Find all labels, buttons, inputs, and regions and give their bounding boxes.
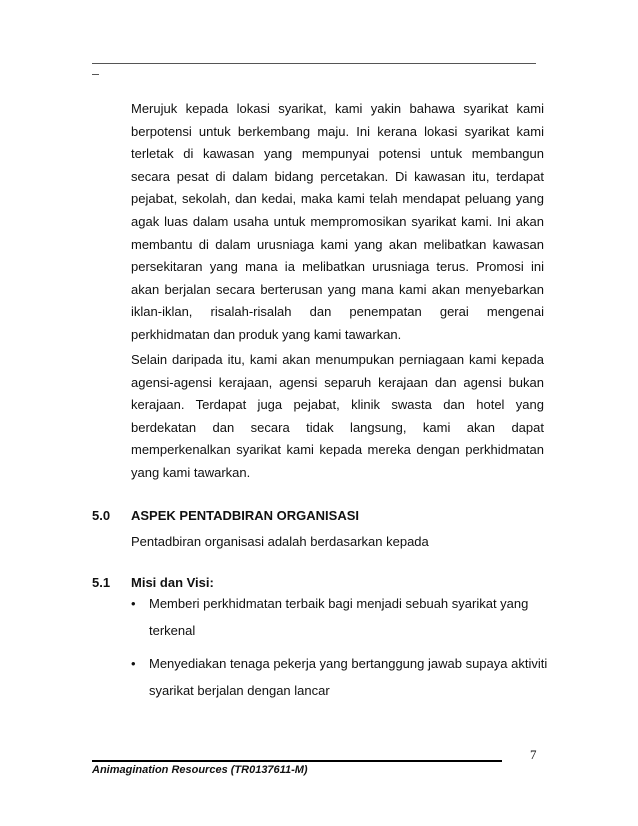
list-item bbox=[131, 590, 551, 644]
footer-company: Animagination Resources (TR0137611-M) bbox=[92, 764, 308, 776]
section-5-0-number: 5.0 bbox=[92, 508, 111, 523]
section-5-0-title: ASPEK PENTADBIRAN ORGANISASI bbox=[131, 508, 360, 523]
footer-rule bbox=[92, 760, 502, 762]
header-dash bbox=[92, 74, 99, 75]
paragraph-location: Merujuk kepada lokasi syarikat, kami yakin bahawa syarikat kami berpotensi untuk berkembang maju. Ini kerana lokasi syarikat kami terletak di kawasan yang mempunyai potensi untuk membangun secara pesat di dalam bidang percetakan. Di kawasan itu, terdapat pejabat, sekolah, dan kedai, maka kami telah mendapat peluang yang agak luas dalam usaha untuk mempromosikan syarikat kami. Ini akan membantu di dalam urusniaga kami yang akan melibatkan kawasan persekitaran yang mana ia melibatkan urusniaga terus. Promosi ini akan berjalan secara berterusan yang mana kami akan menyebarkan iklan-iklan, risalah-risalah dan penempatan gerai mengenai perkhidmatan dan produk yang kami tawarkan. bbox=[131, 101, 544, 342]
section-5-1-number: 5.1 bbox=[92, 575, 111, 590]
paragraph-agencies: Selain daripada itu, kami akan menumpukan perniagaan kami kepada agensi-agensi kerajaan, agensi separuh kerajaan dan agensi bukan kerajaan. Terdapat juga pejabat, klinik swasta dan hotel yang berdekatan dan secara tidak langsung, kami akan dapat memperkenalkan syarikat kami kepada mereka dengan perkhidmatan yang kami tawarkan. bbox=[131, 352, 544, 480]
section-5-1-title: Misi dan Visi: bbox=[131, 575, 214, 590]
page-number: 7 bbox=[530, 747, 537, 762]
bullet-icon: • bbox=[131, 596, 136, 611]
list-item bbox=[131, 650, 551, 704]
header-rule bbox=[92, 63, 536, 64]
bullet-text: Menyediakan tenaga pekerja yang bertanggung jawab supaya aktiviti syarikat berjalan dengan lancar bbox=[149, 656, 548, 698]
section-5-0-body: Pentadbiran organisasi adalah berdasarkan kepada bbox=[131, 534, 429, 549]
bullet-icon: • bbox=[131, 656, 136, 671]
bullet-text: Memberi perkhidmatan terbaik bagi menjadi sebuah syarikat yang terkenal bbox=[149, 596, 529, 638]
